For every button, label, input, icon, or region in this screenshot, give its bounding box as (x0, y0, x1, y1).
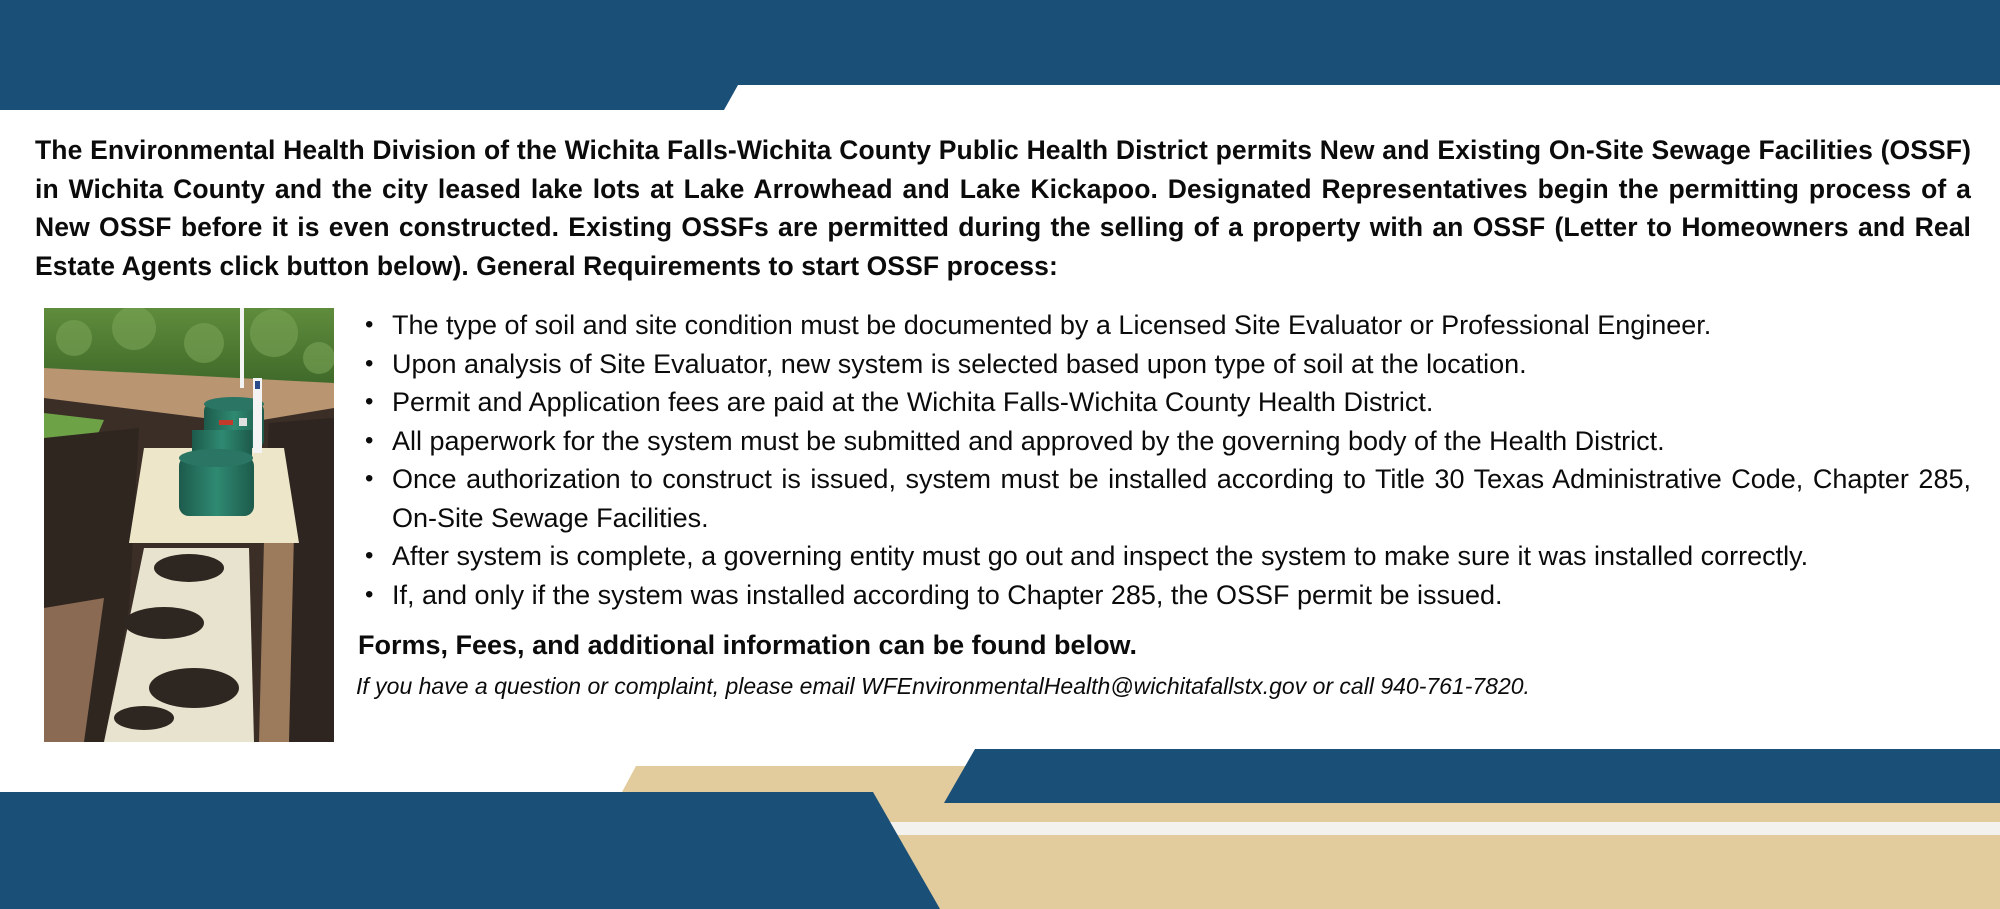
requirement-item: • Once authorization to construct is issued, system must be installed according to Title 30 Texas Administrative Code, Chapter 285, On-Site Sewage Facilities. (392, 460, 1971, 537)
bottom-cream-stripe (880, 822, 2000, 835)
bullet-icon: • (365, 388, 374, 415)
bullet-icon: • (365, 426, 374, 454)
top-navy-shape (0, 0, 2000, 110)
contact-line: If you have a question or complaint, please email WFEnvironmentalHealth@wichitafallstx.gov or call 940-761-7820. (356, 673, 1530, 699)
requirement-item: • Permit and Application fees are paid at the Wichita Falls-Wichita County Health District. (392, 383, 1971, 422)
bullet-icon: • (365, 465, 374, 492)
requirement-item: • After system is complete, a governing entity must go out and inspect the system to make sure it was installed correctly. (392, 537, 1971, 576)
bullet-icon: • (365, 311, 374, 338)
intro-paragraph: The Environmental Health Division of the Wichita Falls-Wichita County Public Health District permits New and Existing On-Site Sewage Facilities (OSSF) in Wichita County and the city leased lake lots at Lake Arrowhead and Lake Kickapoo. Designated Representatives begin the permitting process of a New OSSF before it is even constructed. Existing OSSFs are permitted during the selling of a property with an OSSF (Letter to Homeowners and Real Estate Agents click button below). General Requirements to start OSSF process: (35, 135, 1971, 281)
requirement-item: • The type of soil and site condition must be documented by a Licensed Site Evaluator or Professional Engineer. (392, 306, 1971, 345)
bullet-icon: • (365, 349, 374, 377)
requirement-item: • Upon analysis of Site Evaluator, new system is selected based upon type of soil at the location. (392, 345, 1971, 384)
requirements-list (356, 306, 1971, 614)
bullet-icon: • (365, 542, 374, 569)
requirement-item: • If, and only if the system was installed according to Chapter 285, the OSSF permit be issued. (392, 576, 1971, 615)
bottom-right-navy-shape (944, 749, 2000, 803)
requirements-section (356, 306, 1971, 702)
bullet-icon: • (365, 580, 374, 608)
requirement-item: • All paperwork for the system must be submitted and approved by the governing body of the Health District. (392, 422, 1971, 461)
forms-note: Forms, Fees, and additional information can be found below. (358, 630, 1138, 660)
septic-system-photo (44, 308, 334, 742)
bottom-left-navy-shape (0, 792, 940, 909)
septic-photo-illustration (44, 308, 334, 742)
